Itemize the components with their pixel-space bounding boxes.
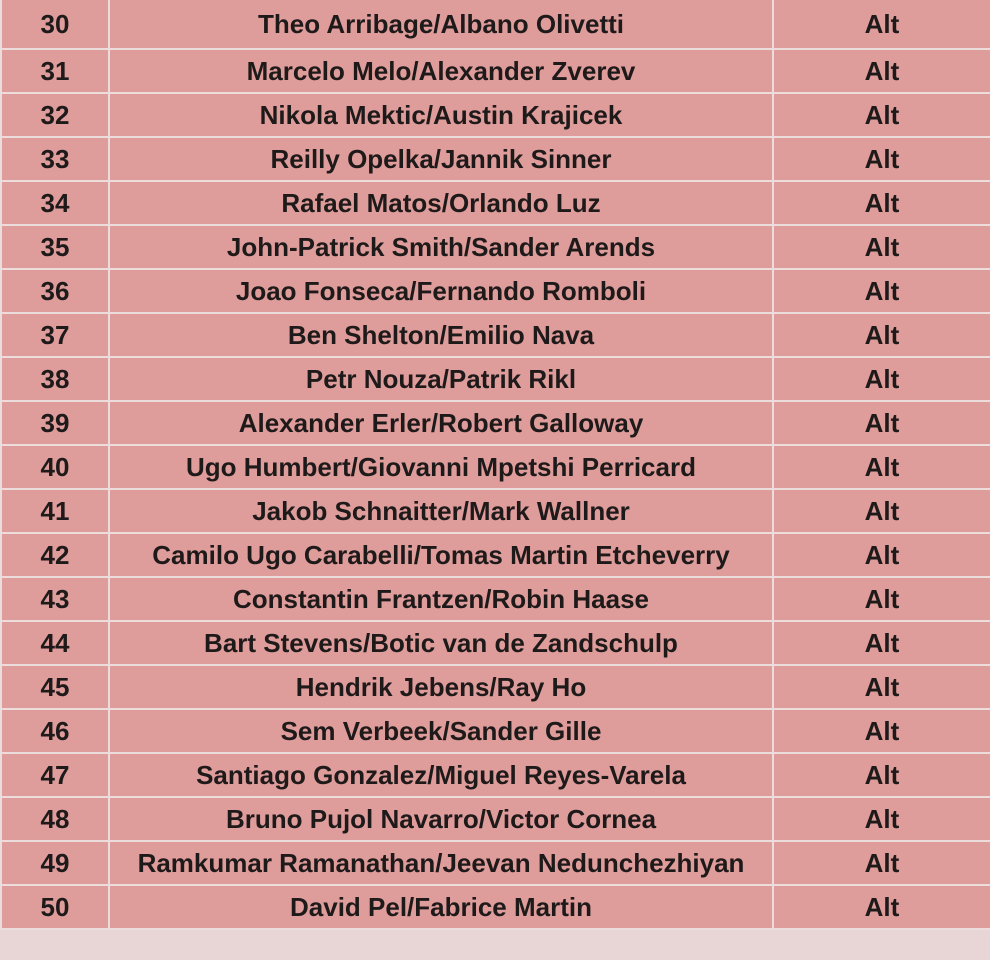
table-row [1,93,990,137]
table-row [1,753,990,797]
entry-status-cell: Alt [773,841,990,885]
table-row [1,49,990,93]
entry-number-cell: 43 [1,577,109,621]
entry-status-cell: Alt [773,137,990,181]
entry-status-cell: Alt [773,489,990,533]
entry-number-cell: 31 [1,49,109,93]
team-name-cell: Camilo Ugo Carabelli/Tomas Martin Etcheverry [109,533,773,577]
entry-status-cell: Alt [773,885,990,929]
entry-number-cell: 36 [1,269,109,313]
team-name-cell: Joao Fonseca/Fernando Romboli [109,269,773,313]
entry-status-cell: Alt [773,445,990,489]
entry-status-cell: Alt [773,665,990,709]
table-row [1,665,990,709]
table-row [1,445,990,489]
team-name-cell: Bart Stevens/Botic van de Zandschulp [109,621,773,665]
entry-status-cell: Alt [773,181,990,225]
entry-status-cell: Alt [773,401,990,445]
entry-status-cell: Alt [773,621,990,665]
table-row [1,0,990,49]
table-row [1,841,990,885]
entry-status-cell: Alt [773,225,990,269]
entry-number-cell: 41 [1,489,109,533]
entry-number-cell: 50 [1,885,109,929]
team-name-cell: John-Patrick Smith/Sander Arends [109,225,773,269]
team-name-cell: Alexander Erler/Robert Galloway [109,401,773,445]
entry-status-cell: Alt [773,577,990,621]
entry-number-cell: 42 [1,533,109,577]
entry-number-cell: 33 [1,137,109,181]
team-name-cell: Rafael Matos/Orlando Luz [109,181,773,225]
team-name-cell: Nikola Mektic/Austin Krajicek [109,93,773,137]
table-row [1,357,990,401]
table-row [1,533,990,577]
table-row [1,313,990,357]
entry-number-cell: 46 [1,709,109,753]
table-row [1,401,990,445]
entry-number-cell: 45 [1,665,109,709]
team-name-cell: Theo Arribage/Albano Olivetti [109,0,773,49]
team-name-cell: Hendrik Jebens/Ray Ho [109,665,773,709]
table-row [1,137,990,181]
entry-status-cell: Alt [773,357,990,401]
team-name-cell: Marcelo Melo/Alexander Zverev [109,49,773,93]
entry-number-cell: 34 [1,181,109,225]
entry-number-cell: 39 [1,401,109,445]
entry-status-cell: Alt [773,313,990,357]
entry-status-cell: Alt [773,0,990,49]
table-row [1,709,990,753]
entry-number-cell: 44 [1,621,109,665]
entry-number-cell: 47 [1,753,109,797]
entry-status-cell: Alt [773,269,990,313]
table-row [1,797,990,841]
entry-number-cell: 38 [1,357,109,401]
team-name-cell: Bruno Pujol Navarro/Victor Cornea [109,797,773,841]
team-name-cell: Santiago Gonzalez/Miguel Reyes-Varela [109,753,773,797]
team-name-cell: Ramkumar Ramanathan/Jeevan Nedunchezhiyan [109,841,773,885]
table-row [1,269,990,313]
entry-number-cell: 37 [1,313,109,357]
entry-number-cell: 30 [1,0,109,49]
team-name-cell: Reilly Opelka/Jannik Sinner [109,137,773,181]
table-row [1,181,990,225]
team-name-cell: Petr Nouza/Patrik Rikl [109,357,773,401]
team-name-cell: Ben Shelton/Emilio Nava [109,313,773,357]
table-body [1,0,990,929]
team-name-cell: David Pel/Fabrice Martin [109,885,773,929]
table-row [1,621,990,665]
entry-number-cell: 35 [1,225,109,269]
entry-number-cell: 40 [1,445,109,489]
entry-status-cell: Alt [773,93,990,137]
entry-status-cell: Alt [773,709,990,753]
table-row [1,577,990,621]
entry-number-cell: 32 [1,93,109,137]
team-name-cell: Constantin Frantzen/Robin Haase [109,577,773,621]
entry-status-cell: Alt [773,533,990,577]
entry-status-cell: Alt [773,753,990,797]
entry-status-cell: Alt [773,797,990,841]
table-row [1,489,990,533]
entry-number-cell: 48 [1,797,109,841]
team-name-cell: Jakob Schnaitter/Mark Wallner [109,489,773,533]
entry-status-cell: Alt [773,49,990,93]
entry-number-cell: 49 [1,841,109,885]
team-name-cell: Sem Verbeek/Sander Gille [109,709,773,753]
table-row [1,225,990,269]
team-name-cell: Ugo Humbert/Giovanni Mpetshi Perricard [109,445,773,489]
table-row [1,885,990,929]
